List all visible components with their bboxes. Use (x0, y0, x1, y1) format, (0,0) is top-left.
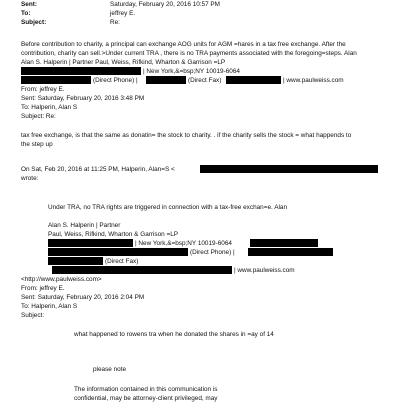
direct-fax-label: (Direct Fax) (188, 77, 222, 84)
redaction-box (200, 165, 378, 173)
redaction-box (250, 239, 318, 247)
quote-2-sent: Sent: Saturday, February 20, 2016 2:04 PM (21, 294, 145, 301)
redaction-box (248, 248, 333, 256)
reply-attribution: On Sat, Feb 20, 2016 at 11:25 PM, Halperin, Alan=S < (21, 166, 175, 173)
subject-label: Subject: (21, 19, 47, 26)
redaction-box (21, 67, 141, 75)
quote-2-subject: Subject: (21, 312, 45, 319)
website-text: | www.paulweiss.com (283, 77, 344, 84)
paragraph-5: what happened to rowens tra when he donated the shares in =ay of 14 (74, 331, 274, 338)
paragraph-1-line-3: Alan S. Halperin | Partner Paul, Weiss, Rifkind, Wharton & Garrison =LP (21, 59, 226, 66)
redaction-box (48, 257, 103, 265)
signature-name: Alan S. Halperin | Partner (48, 222, 121, 229)
reply-wrote: wrote: (21, 175, 39, 182)
to-value: jeffrey E. (110, 10, 136, 17)
signature-firm: Paul, Weiss, Rifkind, Wharton & Garrison =LP (48, 231, 179, 238)
quote-2-from: From: jeffrey E. (21, 285, 65, 292)
signature-website: | www.paulweiss.com (234, 267, 295, 274)
disclaimer-line-1: The information contained in this communication is (74, 386, 218, 393)
quote-1-from: From: jeffrey E. (21, 86, 65, 93)
quote-1-to: To: Halperin, Alan S (21, 104, 78, 111)
redaction-box (146, 76, 186, 84)
paragraph-1-line-2: contribution, charity can sell.>Under current TRA , there is no TRA payments associated with the foregoing=steps. Alan (21, 50, 357, 57)
paragraph-4-line-1: Under TRA, no TRA rights are triggered in connection with a tax-free exchan=e. Alan (48, 204, 288, 211)
subject-value: Re: (110, 19, 120, 26)
website-link[interactable]: <http://www.paulweiss.com> (21, 276, 102, 283)
redaction-box (21, 76, 91, 84)
paragraph-1-line-1: Before contribution to charity, a principal can exchange AOG units for AGM =hares in a tax free exchange. After the (21, 41, 346, 48)
paragraph-2-line-1: tax free exchange, is that the same as donatin= the stock to charity. . if the charity sells the stock = what happends to (21, 132, 352, 139)
signature-phone: (Direct Phone) | (190, 249, 235, 256)
sent-value: Saturday, February 20, 2016 10:57 PM (110, 1, 221, 8)
quote-2-to: To: Halperin, Alan S (21, 303, 78, 310)
disclaimer-line-2: confidential, may be attorney-client privileged, may (74, 395, 218, 402)
signature-fax: (Direct Fax) (105, 258, 139, 265)
paragraph-2-line-2: the step up (21, 141, 53, 148)
direct-phone-label: (Direct Phone) | (93, 77, 138, 84)
quote-1-subject: Subject: Re: (21, 113, 56, 120)
redaction-box (48, 248, 188, 256)
redaction-box (48, 239, 133, 247)
redaction-box (52, 266, 232, 274)
please-note: please note (93, 366, 127, 373)
quote-1-sent: Sent: Saturday, February 20, 2016 3:48 PM (21, 95, 145, 102)
redaction-box (226, 76, 281, 84)
to-label: To: (21, 10, 31, 17)
paragraph-1-line-4: | New York,&=bsp;NY 10019-6064 (143, 68, 240, 75)
signature-address: | New York,&=bsp;NY 10019-6064 (135, 240, 232, 247)
sent-label: Sent: (21, 1, 37, 8)
